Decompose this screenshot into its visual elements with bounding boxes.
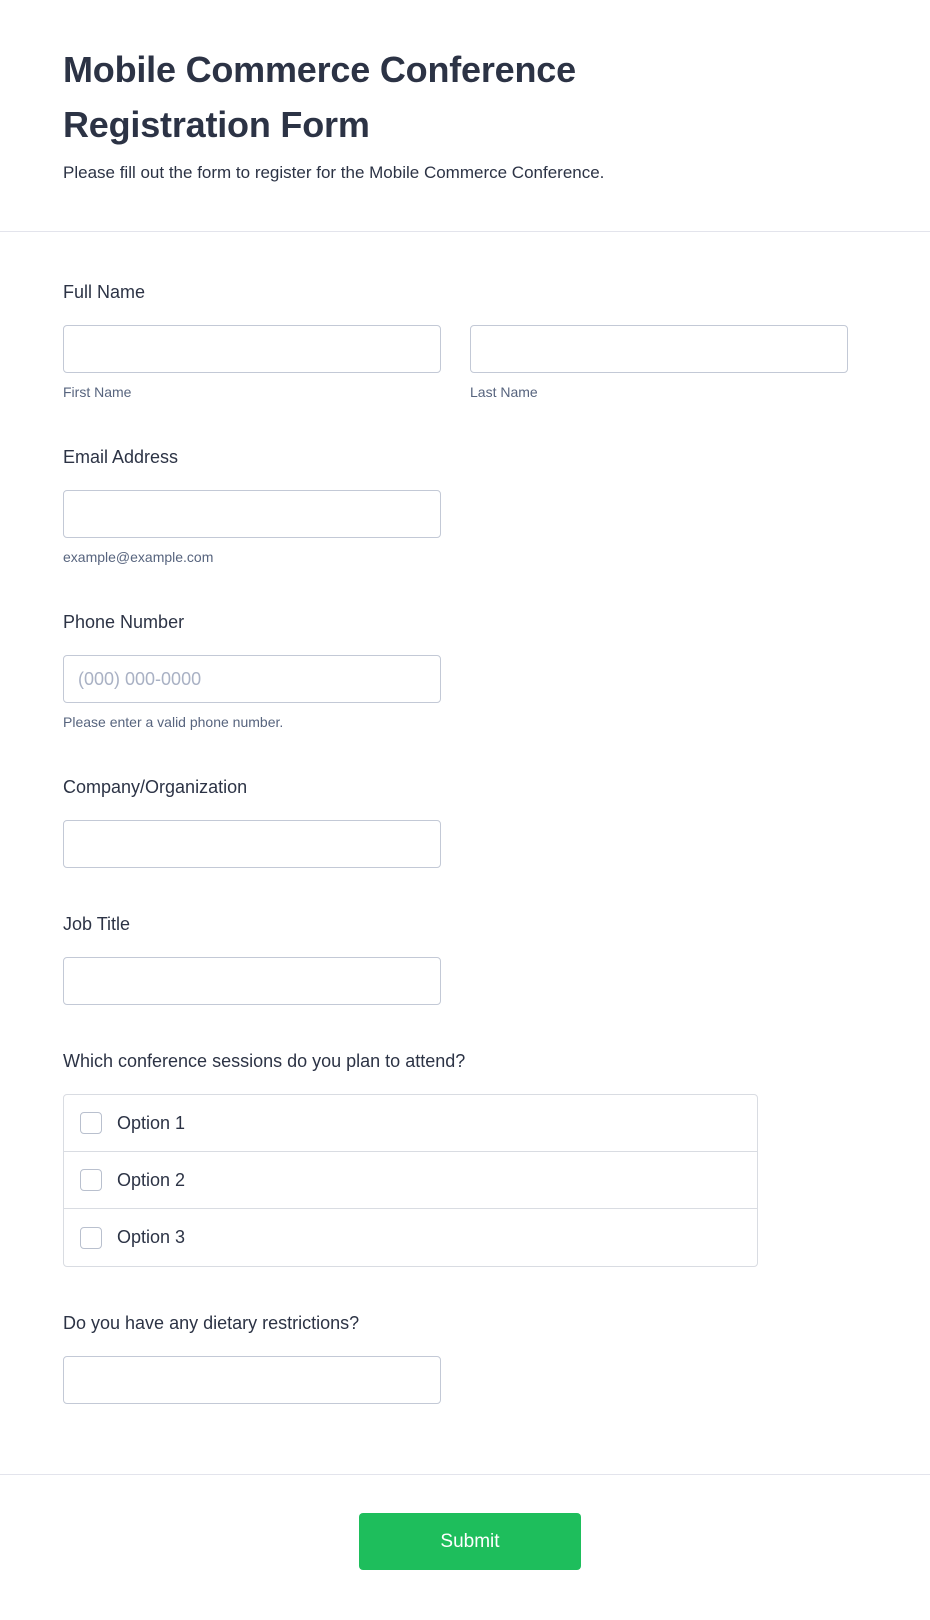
session-option-1-label: Option 1 bbox=[117, 1112, 186, 1133]
full-name-label: Full Name bbox=[63, 282, 146, 302]
name-row bbox=[63, 325, 848, 401]
email-label: Email Address bbox=[63, 447, 179, 467]
last-name-col bbox=[470, 325, 848, 401]
field-full-name bbox=[63, 282, 848, 401]
session-option-2-label: Option 2 bbox=[117, 1169, 186, 1190]
first-name-sublabel: First Name bbox=[63, 384, 132, 400]
company-input[interactable] bbox=[63, 820, 441, 868]
phone-sublabel: Please enter a valid phone number. bbox=[63, 714, 284, 730]
form-title: Mobile Commerce Conference Registration Form bbox=[63, 49, 576, 145]
submit-section bbox=[0, 1475, 930, 1620]
field-company bbox=[63, 777, 848, 868]
field-sessions bbox=[63, 1051, 848, 1267]
phone-label: Phone Number bbox=[63, 612, 185, 632]
form-header bbox=[0, 0, 930, 231]
field-email bbox=[63, 447, 848, 566]
field-job-title bbox=[63, 914, 848, 1005]
sessions-checkbox-group bbox=[63, 1094, 758, 1267]
session-option-1-row[interactable] bbox=[64, 1095, 757, 1152]
session-option-3-checkbox[interactable] bbox=[80, 1227, 102, 1249]
first-name-input[interactable] bbox=[63, 325, 441, 373]
sessions-label: Which conference sessions do you plan to attend? bbox=[63, 1051, 466, 1071]
first-name-col bbox=[63, 325, 441, 401]
email-sublabel: example@example.com bbox=[63, 549, 214, 565]
job-title-label: Job Title bbox=[63, 914, 131, 934]
dietary-input[interactable] bbox=[63, 1356, 441, 1404]
form-subtitle: Please fill out the form to register for the Mobile Commerce Conference. bbox=[63, 163, 605, 182]
email-input[interactable] bbox=[63, 490, 441, 538]
job-title-input[interactable] bbox=[63, 957, 441, 1005]
session-option-3-label: Option 3 bbox=[117, 1227, 186, 1247]
phone-input[interactable] bbox=[63, 655, 441, 703]
session-option-2-checkbox[interactable] bbox=[80, 1169, 102, 1191]
company-label: Company/Organization bbox=[63, 777, 248, 797]
form-body bbox=[0, 232, 930, 1474]
field-dietary bbox=[63, 1313, 848, 1404]
session-option-2-row[interactable] bbox=[64, 1152, 757, 1209]
session-option-3-row[interactable] bbox=[64, 1209, 757, 1266]
field-phone bbox=[63, 612, 848, 731]
last-name-input[interactable] bbox=[470, 325, 848, 373]
last-name-sublabel: Last Name bbox=[470, 384, 538, 400]
dietary-label: Do you have any dietary restrictions? bbox=[63, 1313, 360, 1333]
session-option-1-checkbox[interactable] bbox=[80, 1112, 102, 1134]
submit-button[interactable]: Submit bbox=[359, 1513, 581, 1570]
